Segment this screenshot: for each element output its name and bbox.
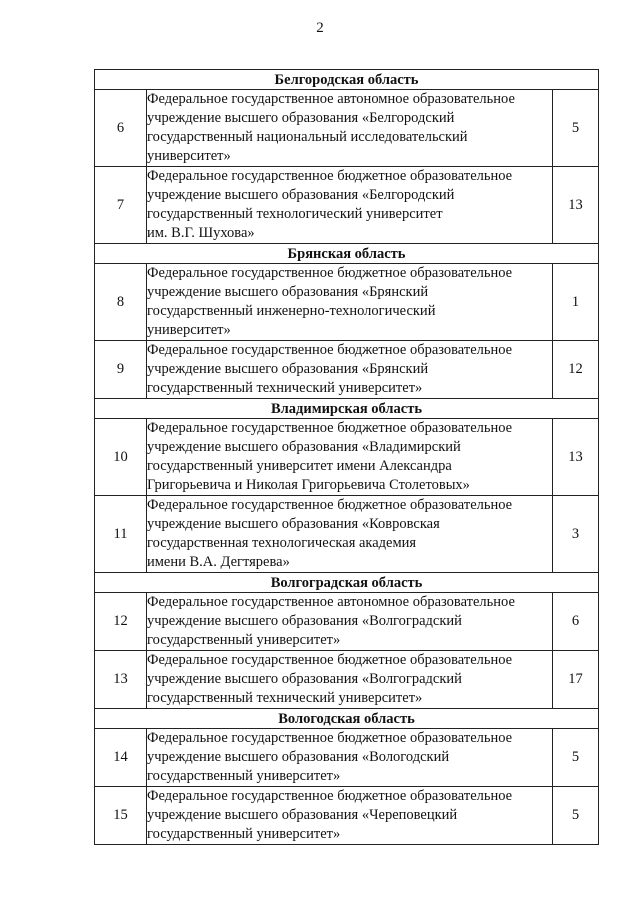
row-number: 7 [95,167,147,244]
row-number: 12 [95,593,147,651]
institution-name-line: государственный национальный исследовательский [147,129,468,145]
institution-name-line: государственный технический университет» [147,690,423,706]
institution-name-line: имени В.А. Дегтярева» [147,554,290,570]
table-row [95,787,599,845]
row-number: 8 [95,264,147,341]
institution-name [147,787,553,845]
institution-name-line: учреждение высшего образования «Череповецкий [147,807,458,823]
table-row [95,496,599,573]
institutions-table [94,69,599,845]
quota-count: 6 [552,593,598,651]
quota-count: 13 [552,167,598,244]
quota-count: 3 [552,496,598,573]
quota-count: 5 [552,787,598,845]
table-row [95,90,599,167]
institution-name-line: государственный университет имени Александра [147,458,452,474]
institution-name-line: государственный технологический университет [147,206,443,222]
institution-name [147,167,553,244]
institution-name-line: Федеральное государственное автономное образовательное [147,594,515,610]
quota-count: 13 [552,419,598,496]
institution-name [147,593,553,651]
institution-name-line: учреждение высшего образования «Ковровская [147,516,440,532]
institution-name-line: Федеральное государственное бюджетное образовательное [147,168,513,184]
region-name: Владимирская область [95,399,599,419]
institution-name-line: Федеральное государственное бюджетное образовательное [147,342,513,358]
institution-name-line: учреждение высшего образования «Брянский [147,361,429,377]
row-number: 15 [95,787,147,845]
region-name: Волгоградская область [95,573,599,593]
quota-count: 17 [552,651,598,709]
institution-name [147,729,553,787]
institution-name-line: государственная технологическая академия [147,535,417,551]
institution-name-line: государственный технический университет» [147,380,423,396]
region-name: Белгородская область [95,70,599,90]
institution-name-line: учреждение высшего образования «Брянский [147,284,429,300]
institution-name [147,90,553,167]
institution-name-line: Федеральное государственное бюджетное образовательное [147,730,513,746]
institution-name-line: Федеральное государственное бюджетное образовательное [147,420,513,436]
institution-name [147,264,553,341]
institution-name-line: учреждение высшего образования «Волгоградский [147,613,462,629]
region-header-row [95,244,599,264]
institution-name-line: им. В.Г. Шухова» [147,225,255,241]
institution-name-line: государственный университет» [147,768,341,784]
institution-name-line: Федеральное государственное бюджетное образовательное [147,265,513,281]
region-header-row [95,573,599,593]
table-row [95,419,599,496]
row-number: 13 [95,651,147,709]
row-number: 6 [95,90,147,167]
institution-name-line: Федеральное государственное бюджетное образовательное [147,497,513,513]
institution-name-line: учреждение высшего образования «Владимирский [147,439,461,455]
institution-name [147,496,553,573]
institution-name-line: государственный университет» [147,826,341,842]
institution-name-line: учреждение высшего образования «Белгородский [147,187,455,203]
institution-name-line: университет» [147,322,231,338]
institution-name-line: Федеральное государственное автономное образовательное [147,91,515,107]
quota-count: 1 [552,264,598,341]
institution-name [147,419,553,496]
region-header-row [95,70,599,90]
institution-name [147,341,553,399]
row-number: 14 [95,729,147,787]
quota-count: 5 [552,90,598,167]
table-row [95,729,599,787]
institution-name-line: Федеральное государственное бюджетное образовательное [147,788,513,804]
table-row [95,593,599,651]
table-row [95,651,599,709]
table-row [95,264,599,341]
institution-name-line: учреждение высшего образования «Белгородский [147,110,455,126]
table-body [95,70,599,845]
region-name: Вологодская область [95,709,599,729]
institution-name-line: университет» [147,148,231,164]
table-row [95,341,599,399]
institution-name-line: Григорьевича и Николая Григорьевича Столетовых» [147,477,470,493]
row-number: 9 [95,341,147,399]
institution-name-line: государственный инженерно-технологический [147,303,436,319]
institution-name [147,651,553,709]
region-header-row [95,709,599,729]
table-row [95,167,599,244]
institution-name-line: Федеральное государственное бюджетное образовательное [147,652,513,668]
institution-name-line: учреждение высшего образования «Волгоградский [147,671,462,687]
page-number: 2 [316,20,324,36]
quota-count: 5 [552,729,598,787]
institution-name-line: учреждение высшего образования «Вологодский [147,749,450,765]
region-header-row [95,399,599,419]
row-number: 10 [95,419,147,496]
institution-name-line: государственный университет» [147,632,341,648]
region-name: Брянская область [95,244,599,264]
quota-count: 12 [552,341,598,399]
row-number: 11 [95,496,147,573]
